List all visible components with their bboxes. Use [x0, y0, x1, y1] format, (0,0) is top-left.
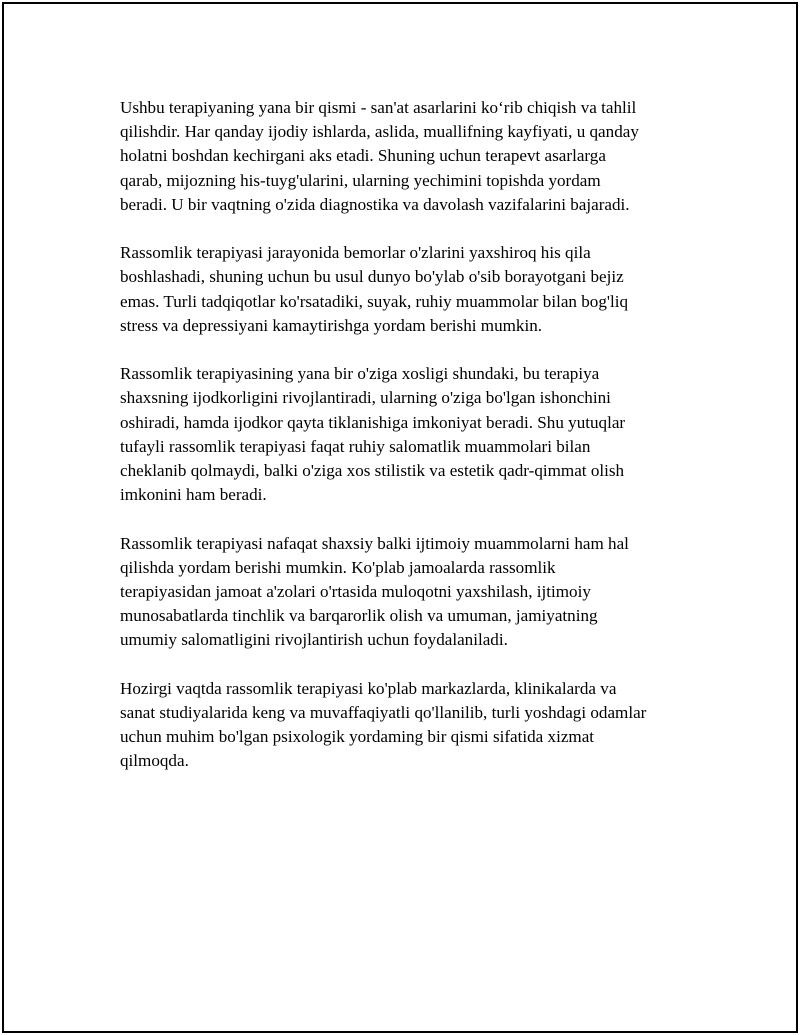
paragraph-2: Rassomlik terapiyasi jarayonida bemorlar o'zlarini yaxshiroq his qila boshlashadi, shuning uchun bu usul dunyo bo'ylab o'sib borayotgani bejiz emas. Turli tadqiqotlar ko'rsatadiki, suyak, ruhiy muammolar bilan bog'liq stress va depressiyani kamaytirishga yordam berishi mumkin. [120, 243, 628, 335]
paragraph-3: Rassomlik terapiyasining yana bir o'ziga xosligi shundaki, bu terapiya shaxsning ijodkorligini rivojlantiradi, ularning o'ziga bo'lgan ishonchini oshiradi, hamda ijodkor qayta tiklanishiga imkoniyat beradi. Shu yutuqlar tufayli rassomlik terapiyasi faqat ruhiy salomatlik muammolari bilan cheklanib qolmaydi, balki o'ziga xos stilistik va estetik qadr-qimmat olish imkonini ham beradi. [120, 364, 626, 505]
paragraph-1: Ushbu terapiyaning yana bir qismi - san'at asarlarini ko‘rib chiqish va tahlil qilishdir. Har qanday ijodiy ishlarda, aslida, muallifning kayfiyati, u qanday holatni boshdan kechirgani aks etadi. Shuning uchun terapevt asarlarga qarab, mijozning his-tuyg'ularini, ularning yechimini topishda yordam beradi. U bir vaqtning o'zida diagnostika va davolash vazifalarini bajaradi. [120, 98, 639, 214]
document-body [120, 96, 700, 798]
paragraph-5: Hozirgi vaqtda rassomlik terapiyasi ko'plab markazlarda, klinikalarda va sanat studiyalarida keng va muvaffaqiyatli qo'llanilib, turli yoshdagi odamlar uchun muhim bo'lgan psixologik yordaming bir qismi sifatida xizmat qilmoqda. [120, 678, 647, 771]
document-page [2, 2, 798, 1033]
paragraph-4: Rassomlik terapiyasi nafaqat shaxsiy balki ijtimoiy muammolarni ham hal qilishda yordam berishi mumkin. Ko'plab jamoalarda rassomlik terapiyasidan jamoat a'zolari o'rtasida muloqotni yaxshilash, ijtimoiy munosabatlarda tinchlik va barqarorlik olish va umuman, jamiyatning umumiy salomatligini rivojlantirish uchun foydalaniladi. [120, 533, 629, 650]
